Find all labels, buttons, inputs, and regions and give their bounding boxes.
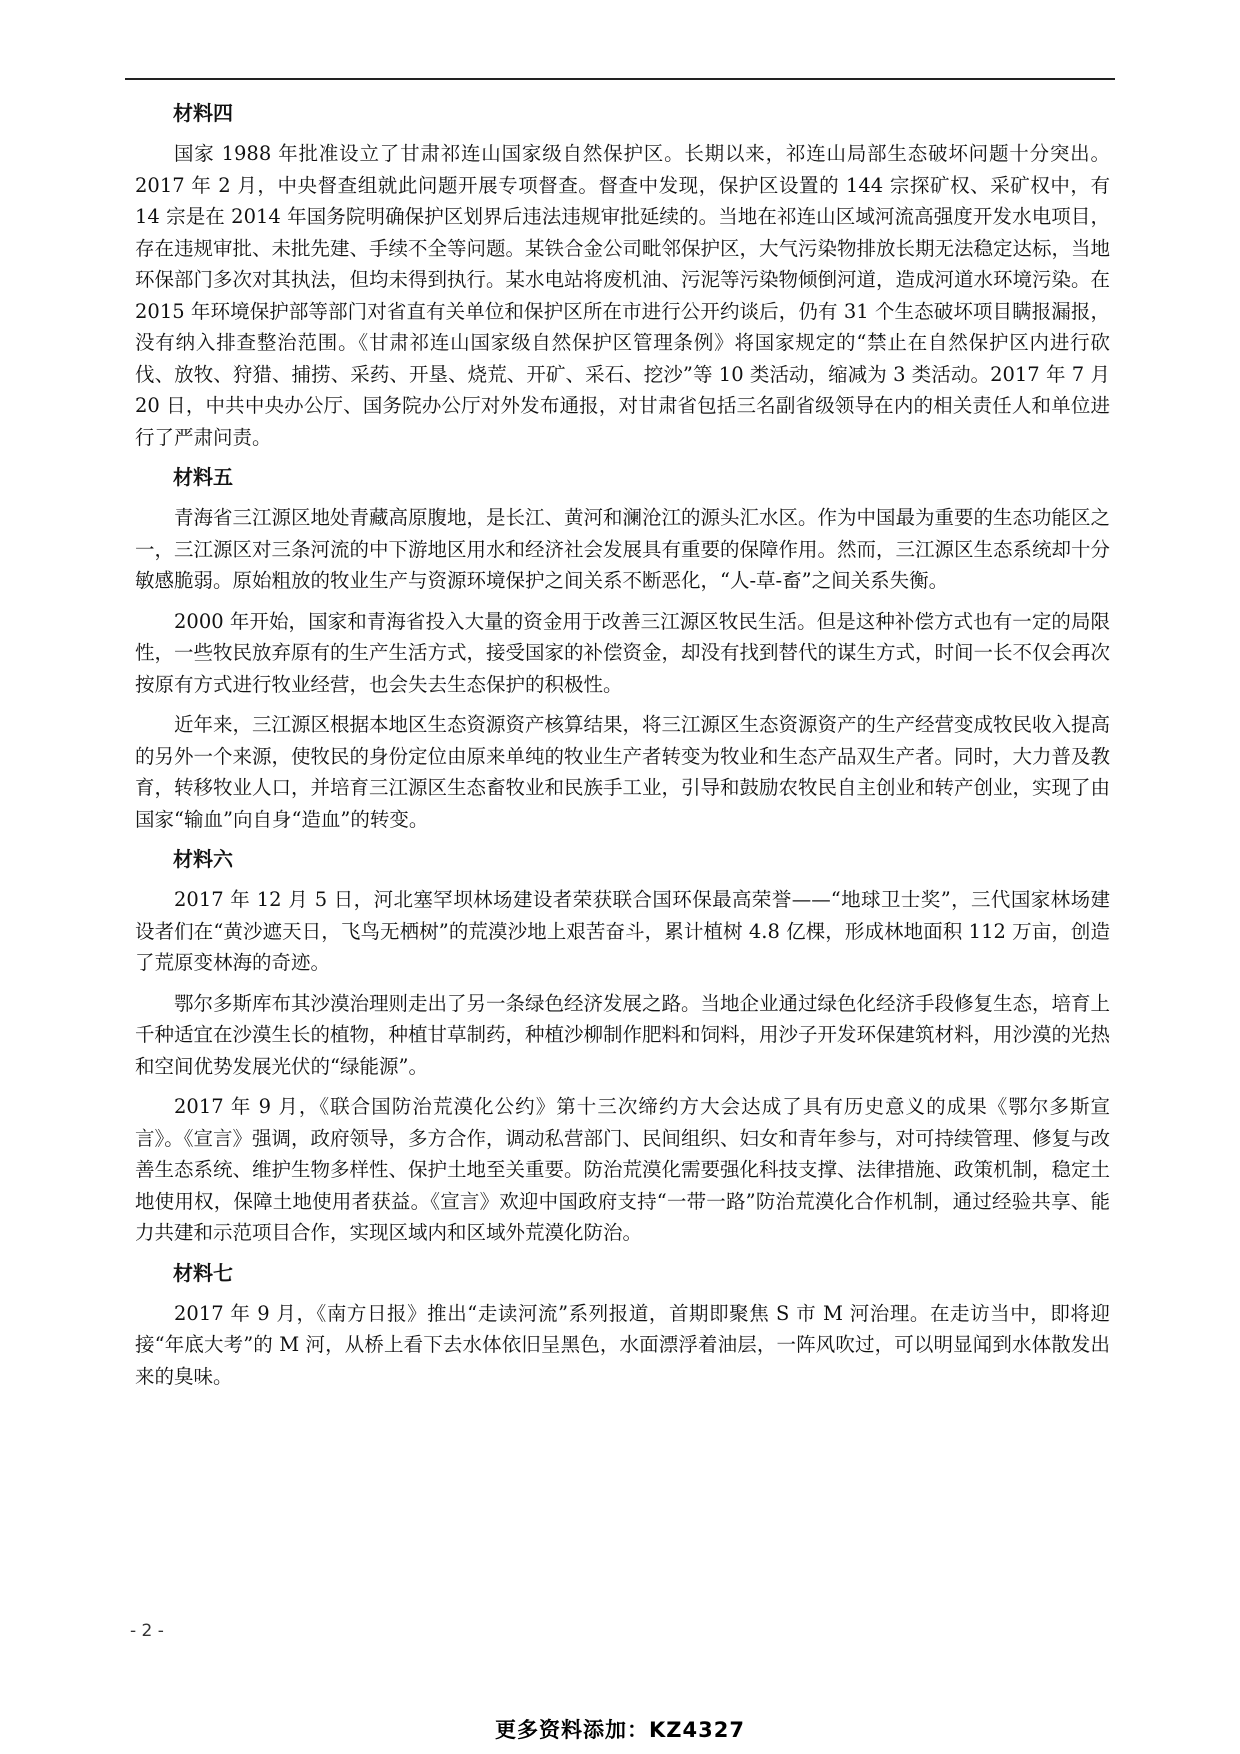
section-material-4 [135, 98, 1110, 453]
paragraph: 近年来，三江源区根据本地区生态资源资产核算结果，将三江源区生态资源资产的生产经营变成牧民收入提高的另外一个来源，使牧民的身份定位由原来单纯的牧业生产者转变为牧业和生态产品双生产者。同时，大力普及教育，转移牧业人口，并培育三江源区生态畜牧业和民族手工业，引导和鼓励农牧民自主创业和转产创业，实现了由国家“输血”向自身“造血”的转变。 [135, 713, 1111, 831]
paragraph: 2017 年 12 月 5 日，河北塞罕坝林场建设者荣获联合国环保最高荣誉——“地球卫士奖”，三代国家林场建设者们在“黄沙遮天日，飞鸟无栖树”的荒漠沙地上艰苦奋斗，累计植树 4.8 亿棵，形成林地面积 112 万亩，创造了荒原变林海的奇迹。 [135, 888, 1110, 974]
header-rule [125, 78, 1115, 80]
paragraph: 青海省三江源区地处青藏高原腹地，是长江、黄河和澜沧江的源头汇水区。作为中国最为重要的生态功能区之一，三江源区对三条河流的中下游地区用水和经济社会发展具有重要的保障作用。然而，三江源区生态系统却十分敏感脆弱。原始粗放的牧业生产与资源环境保护之间关系不断恶化，“人-草-畜”之间关系失衡。 [135, 506, 1111, 592]
paragraph: 国家 1988 年批准设立了甘肃祁连山国家级自然保护区。长期以来，祁连山局部生态破坏问题十分突出。2017 年 2 月，中央督查组就此问题开展专项督查。督查中发现，保护区设置的 144 宗探矿权、采矿权中，有 14 宗是在 2014 年国务院明确保护区划界后违法违规审批延续的。当地在祁连山区域河流高强度开发水电项目，存在违规审批、未批先建、手续不全等问题。某铁合金公司毗邻保护区，大气污染物排放长期无法稳定达标，当地环保部门多次对其执法，但均未得到执行。某水电站将废机油、污泥等污染物倾倒河道，造成河道水环境污染。在 2015 年环境保护部等部门对省直有关单位和保护区所在市进行公开约谈后，仍有 31 个生态破坏项目瞒报漏报，没有纳入排查整治范围。《甘肃祁连山国家级自然保护区管理条例》将国家规定的“禁止在自然保护区内进行砍伐、放牧、狩猎、捕捞、采药、开垦、烧荒、开矿、采石、挖沙”等 10 类活动，缩减为 3 类活动。2017 年 7 月 20 日，中共中央办公厅、国务院办公厅对外发布通报，对甘肃省包括三名副省级领导在内的相关责任人和单位进行了严肃问责。 [135, 142, 1111, 449]
section-heading: 材料五 [173, 465, 233, 489]
paragraph: 2017 年 9 月，《南方日报》推出“走读河流”系列报道，首期即聚焦 S 市 M 河治理。在走访当中，即将迎接“年底大考”的 M 河，从桥上看下去水体依旧呈黑色，水面漂浮着油层，一阵风吹过，可以明显闻到水体散发出来的臭味。 [135, 1301, 1110, 1388]
section-material-6 [135, 844, 1110, 1249]
paragraph: 鄂尔多斯库布其沙漠治理则走出了另一条绿色经济发展之路。当地企业通过绿色化经济手段修复生态，培育上千种适宜在沙漠生长的植物，种植甘草制药，种植沙柳制作肥料和饲料，用沙子开发环保建筑材料，用沙漠的光热和空间优势发展光伏的“绿能源”。 [135, 991, 1111, 1078]
footer-note: 更多资料添加：KZ4327 [495, 1718, 745, 1742]
section-heading: 材料四 [173, 101, 233, 125]
page-number: - 2 - [130, 1621, 164, 1641]
document-body [135, 98, 1110, 1401]
paragraph: 2000 年开始，国家和青海省投入大量的资金用于改善三江源区牧民生活。但是这种补偿方式也有一定的局限性，一些牧民放弃原有的生产生活方式，接受国家的补偿资金，却没有找到替代的谋生方式，时间一长不仅会再次按原有方式进行牧业经营，也会失去生态保护的积极性。 [135, 609, 1111, 696]
section-material-5 [135, 462, 1110, 835]
section-heading: 材料七 [173, 1260, 233, 1285]
section-material-7 [135, 1258, 1110, 1393]
paragraph: 2017 年 9 月，《联合国防治荒漠化公约》第十三次缔约方大会达成了具有历史意义的成果《鄂尔多斯宣言》。《宣言》强调，政府领导，多方合作，调动私营部门、民间组织、妇女和青年参与，对可持续管理、修复与改善生态系统、维护生物多样性、保护土地至关重要。防治荒漠化需要强化科技支撑、法律措施、政策机制，稳定土地使用权，保障土地使用者获益。《宣言》欢迎中国政府支持“一带一路”防治荒漠化合作机制，通过经验共享、能力共建和示范项目合作，实现区域内和区域外荒漠化防治。 [135, 1095, 1111, 1244]
section-heading: 材料六 [173, 847, 233, 871]
